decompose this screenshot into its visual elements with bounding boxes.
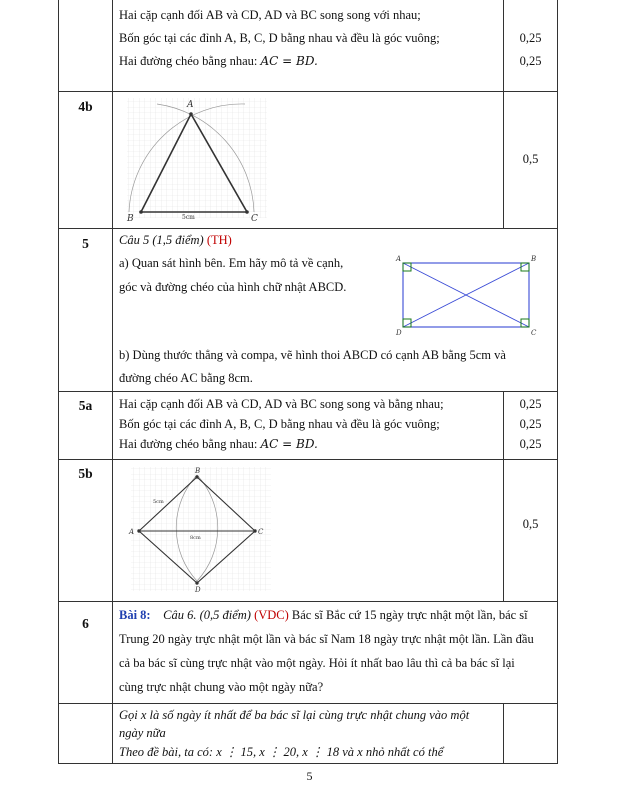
content-cell xyxy=(113,392,503,459)
vertex-label-d: D xyxy=(195,586,201,593)
vertex-label-b: B xyxy=(127,214,134,224)
score-cell xyxy=(503,392,557,459)
row-5 xyxy=(58,229,558,392)
question-line: Bài 8: Câu 6. (0,5 điểm) (VDC) Bác sĩ Bắc cứ 15 ngày trực nhật một lần, bác sĩ xyxy=(119,608,528,622)
score-cell xyxy=(503,229,557,391)
content-cell xyxy=(113,460,503,601)
score: 0,25 xyxy=(519,31,542,45)
text-line: Bốn góc tại các đỉnh A, B, C, D bằng nhau và đều là góc vuông; xyxy=(119,417,440,431)
score: 0,25 xyxy=(519,437,542,451)
content-cell xyxy=(113,602,534,703)
text-line: b) Dùng thước thẳng và compa, vẽ hình thoi ABCD có cạnh AB bằng 5cm và xyxy=(119,348,506,362)
text-line: Hai cặp cạnh đối AB và CD, AD và BC song song và bằng nhau; xyxy=(119,397,444,411)
row-label-cell xyxy=(59,229,113,391)
row-4a-continued xyxy=(58,0,558,92)
vertex-label-d: D xyxy=(396,329,402,337)
rhombus-figure xyxy=(117,463,277,593)
row-label: 4b xyxy=(78,99,93,114)
score: 0,5 xyxy=(522,517,539,531)
row-label-cell xyxy=(59,0,113,91)
text-line: Bốn góc tại các đỉnh A, B, C, D bằng nhau và đều là góc vuông; xyxy=(119,31,440,45)
score: 0,5 xyxy=(522,152,539,166)
row-5b xyxy=(58,460,558,602)
content-cell xyxy=(113,704,503,763)
text-line: góc và đường chéo của hình chữ nhật ABCD. xyxy=(119,280,347,294)
text-line: cả ba bác sĩ cùng trực nhật vào một ngày. Hỏi ít nhất bao lâu thì cả ba bác sĩ lại xyxy=(119,656,515,670)
score: 0,25 xyxy=(519,417,542,431)
content-cell xyxy=(113,229,537,391)
vertex-label-a: A xyxy=(129,528,135,536)
text-line: Hai đường chéo bằng nhau: AC = BD. xyxy=(119,54,318,68)
page-number: 5 xyxy=(306,769,313,783)
vertex-label-b: B xyxy=(195,467,201,475)
row-label-cell xyxy=(59,460,113,601)
text-line: Theo đề bài, ta có: x ⋮ 15, x ⋮ 20, x ⋮ 18 và x nhỏ nhất có thể xyxy=(119,745,444,759)
score: 0,25 xyxy=(519,397,542,411)
row-4b xyxy=(58,92,558,229)
row-label-cell xyxy=(59,92,113,228)
text-line: đường chéo AC bằng 8cm. xyxy=(119,371,253,385)
text-line: Trung 20 ngày trực nhật một lần và bác sĩ Nam 18 ngày trực nhật một lần. Lần đầu xyxy=(119,632,534,646)
text-line: a) Quan sát hình bên. Em hãy mô tả về cạnh, xyxy=(119,256,344,270)
length-label: 5cm xyxy=(182,214,195,221)
content-cell xyxy=(113,0,503,91)
row-6 xyxy=(58,602,558,704)
text-line: ngày nữa xyxy=(119,726,166,740)
row-label-cell xyxy=(59,602,113,703)
diagonal-length-label: 8cm xyxy=(190,535,201,541)
text-line: cùng trực nhật chung vào một ngày nữa? xyxy=(119,680,324,694)
vertex-label-b: B xyxy=(531,255,537,263)
row-5a xyxy=(58,392,558,460)
score-cell xyxy=(503,602,557,703)
score-cell xyxy=(503,0,557,91)
score-cell xyxy=(503,460,557,601)
score-cell xyxy=(503,92,557,228)
vertex-label-c: C xyxy=(258,528,264,536)
score: 0,25 xyxy=(519,54,542,68)
vertex-label-c: C xyxy=(531,329,537,337)
row-label-cell xyxy=(59,392,113,459)
score-cell xyxy=(503,704,557,763)
text-line: Hai cặp cạnh đối AB và CD, AD và BC song song với nhau; xyxy=(119,8,421,22)
text-line: Gọi x là số ngày ít nhất để ba bác sĩ lại cùng trực nhật chung vào một xyxy=(119,708,470,722)
question-heading: Câu 5 (1,5 điểm) (TH) xyxy=(119,233,232,247)
content-cell xyxy=(113,92,503,228)
row-label-cell xyxy=(59,704,113,763)
text-line: Hai đường chéo bằng nhau: AC = BD. xyxy=(119,437,318,451)
row-6-answer xyxy=(58,704,558,764)
side-length-label: 5cm xyxy=(153,499,164,505)
row-label: 5 xyxy=(82,236,89,251)
vertex-label-a: A xyxy=(187,100,194,110)
row-label: 5a xyxy=(78,398,93,413)
triangle-figure xyxy=(117,96,277,226)
vertex-label-c: C xyxy=(251,214,258,224)
row-label: 6 xyxy=(82,616,89,631)
vertex-label-a: A xyxy=(396,255,402,263)
row-label: 5b xyxy=(78,466,93,481)
